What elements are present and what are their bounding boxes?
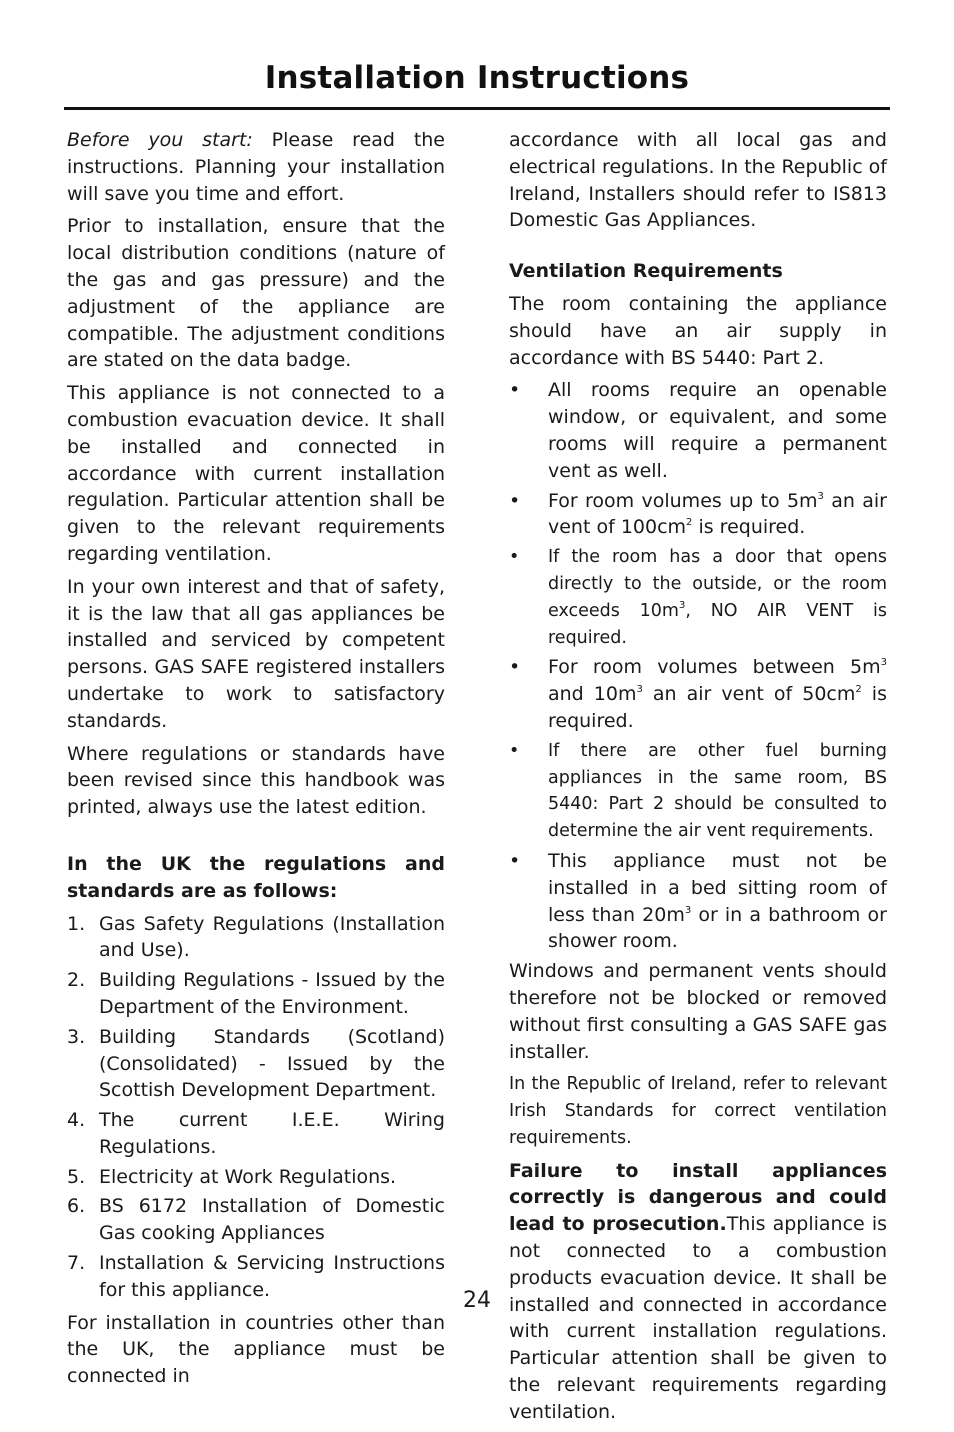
- list-item: [67, 1164, 445, 1191]
- prior-paragraph: Prior to installation, ensure that the local distribution conditions (nature of the gas and gas pressure) and the adjustment of the appliance are compatible. The adjustment conditions are stated on the data badge.: [67, 215, 445, 372]
- list-text: All rooms require an openable window, or equivalent, and some rooms will require a permanent vent as well.: [548, 379, 887, 482]
- list-item: [509, 377, 887, 484]
- ireland-paragraph: In the Republic of Ireland, refer to relevant Irish Standards for correct ventilation requirements.: [509, 1074, 887, 1148]
- list-item: [67, 911, 445, 965]
- list-text: , NO AIR VENT is required.: [548, 600, 887, 648]
- safety-paragraph: In your own interest and that of safety, it is the law that all gas appliances be installed and serviced by competent persons. GAS SAFE registered installers undertake to work to satisfactory standards.: [67, 575, 445, 732]
- list-text: For room volumes between 5m: [548, 656, 881, 679]
- intro-italic: Before you start:: [67, 129, 253, 151]
- list-text: Gas Safety Regulations (Installation and Use).: [99, 912, 445, 962]
- list-text: BS 6172 Installation of Domestic Gas cooking Appliances: [99, 1195, 445, 1245]
- list-item: [67, 1193, 445, 1247]
- intro-text: Please read the instructions. Planning your installation will save you time and effort.: [67, 129, 445, 205]
- uk-regulations-heading: In the UK the regulations and standards are as follows:: [67, 852, 445, 902]
- list-item: [509, 654, 887, 734]
- other-countries-paragraph: For installation in countries other than the UK, the appliance must be connected in: [67, 1311, 445, 1388]
- left-column: [67, 127, 445, 1396]
- ventilation-bullet-list: [509, 377, 887, 955]
- list-text: or in a bathroom or shower room.: [548, 903, 887, 953]
- superscript: 3: [817, 490, 824, 502]
- list-number: 4.: [67, 1109, 86, 1132]
- warning-text: This appliance is not connected to a combustion products evacuation device. It shall be installed and connected in accordance with current installation regulations. Particular attention shall be given to the relevant requirements regarding ventilation.: [509, 1213, 887, 1423]
- spacer: [509, 240, 887, 258]
- windows-paragraph: Windows and permanent vents should therefore not be blocked or removed without first consulting a GAS SAFE gas installer.: [509, 960, 887, 1063]
- right-column: [509, 127, 887, 1432]
- regulations-list: [67, 911, 445, 1304]
- list-number: 3.: [67, 1025, 86, 1048]
- superscript: 3: [880, 657, 887, 669]
- list-number: 2.: [67, 969, 86, 992]
- list-text: Building Regulations - Issued by the Department of the Environment.: [99, 969, 445, 1018]
- page-title: Installation Instructions: [264, 60, 690, 96]
- list-text: If there are other fuel burning appliances in the same room, BS 5440: Part 2 should be consulted to determine the air vent requirements.: [548, 740, 887, 842]
- bullet: •: [509, 489, 521, 512]
- bullet: •: [509, 740, 520, 761]
- list-item: [67, 967, 445, 1021]
- list-item: [67, 1107, 445, 1161]
- list-text: Installation & Servicing Instructions for this appliance.: [99, 1252, 445, 1301]
- list-text: Building Standards (Scotland) (Consolidated) - Issued by the Scottish Development Department.: [99, 1025, 445, 1102]
- list-text: an air vent of 50cm: [642, 683, 856, 706]
- superscript: 2: [855, 684, 862, 696]
- list-text: is required.: [692, 516, 806, 539]
- list-text: This appliance must not be installed in a bed sitting room of less than 20m: [548, 849, 887, 926]
- spacer: [67, 827, 445, 851]
- bullet: •: [509, 379, 521, 402]
- list-text: For room volumes up to 5m: [548, 489, 818, 512]
- intro-paragraph: [67, 127, 445, 207]
- list-text: an air vent of 100cm: [548, 489, 887, 539]
- revised-paragraph: Where regulations or standards have been revised since this handbook was printed, always use the latest edition.: [67, 742, 445, 819]
- list-item: [67, 1024, 445, 1104]
- bullet: •: [509, 656, 521, 679]
- title-rule: [64, 107, 890, 110]
- warning-bold: Failure to install appliances correctly is dangerous and could lead to prosecution.: [509, 1159, 887, 1236]
- ventilation-heading: Ventilation Requirements: [509, 260, 783, 283]
- continued-paragraph: accordance with all local gas and electrical regulations. In the Republic of Ireland, Installers should refer to IS813 Domestic Gas Appliances.: [509, 129, 887, 232]
- list-text: is required.: [548, 683, 887, 732]
- list-item: [509, 738, 887, 845]
- page-number: 24: [463, 1288, 491, 1313]
- superscript: 3: [678, 599, 686, 611]
- superscript: 2: [686, 517, 693, 529]
- list-number: 6.: [67, 1195, 86, 1218]
- list-text: Electricity at Work Regulations.: [99, 1165, 397, 1188]
- list-text: If the room has a door that opens directly to the outside, or the room exceeds 10m: [548, 547, 887, 621]
- list-number: 7.: [67, 1252, 86, 1275]
- superscript: 3: [684, 904, 692, 916]
- list-item: [509, 544, 887, 651]
- bullet: •: [509, 547, 520, 568]
- list-item: [509, 488, 887, 542]
- bullet: •: [509, 849, 521, 872]
- superscript: 3: [636, 684, 643, 696]
- combustion-paragraph: This appliance is not connected to a combustion evacuation device. It shall be installed and connected in accordance with current installation regulation. Particular attention shall be given to the relevant requirements regarding ventilation.: [67, 382, 445, 565]
- list-number: 5.: [67, 1165, 86, 1188]
- list-item: [509, 848, 887, 955]
- list-text: The current I.E.E. Wiring Regulations.: [99, 1109, 445, 1158]
- list-number: 1.: [67, 912, 86, 935]
- list-text: and 10m: [548, 683, 637, 706]
- room-paragraph: The room containing the appliance should have an air supply in accordance with BS 5440: Part 2.: [509, 292, 887, 369]
